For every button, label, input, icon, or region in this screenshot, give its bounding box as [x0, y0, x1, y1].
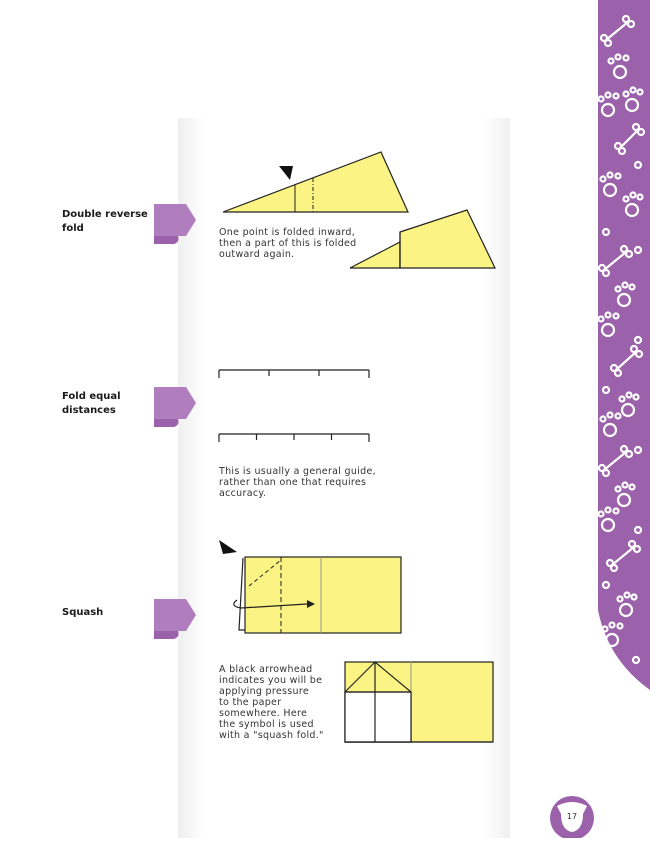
paw-bone-pattern-band [598, 0, 650, 838]
equal-distances-diagram [215, 362, 375, 447]
section-title-double-reverse-fold: Double reverse fold [62, 209, 148, 234]
squash-fold-result-diagram [343, 660, 495, 744]
section-description-double-reverse-fold: One point is folded inward, then a part of this is folded outward again. [219, 227, 357, 260]
pressure-arrowhead-icon [219, 540, 237, 554]
page-number: 17 [566, 812, 578, 821]
section-title-squash: Squash [62, 607, 104, 618]
section-description-fold-equal-distances: This is usually a general guide, rather than one that requires accuracy. [219, 466, 376, 499]
section-tab-marker [152, 381, 198, 431]
squash-fold-step-diagram [215, 536, 405, 636]
section-title-fold-equal-distances: Fold equal distances [62, 391, 121, 416]
page-number-badge [548, 792, 596, 838]
section-description-squash: A black arrowhead indicates you will be applying pressure to the paper somewhere. Here the symbol is used with a "squash fold." [219, 664, 324, 741]
section-tab-marker [152, 593, 198, 643]
pressure-arrowhead-icon [279, 166, 293, 180]
section-tab-marker [152, 198, 198, 248]
